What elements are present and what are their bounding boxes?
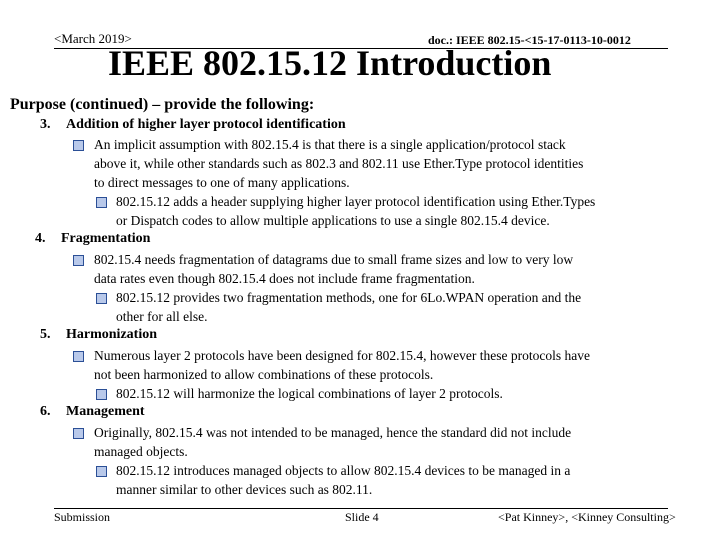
bullet-line: Numerous layer 2 protocols have been designed for 802.15.4, however these protocols have bbox=[94, 348, 590, 363]
section-heading: Fragmentation bbox=[61, 231, 151, 246]
bullet-line: 802.15.12 introduces managed objects to allow 802.15.4 devices to be managed in a bbox=[116, 463, 571, 478]
checkbox-bullet-icon bbox=[96, 466, 107, 477]
bullet-line: An implicit assumption with 802.15.4 is that there is a single application/protocol stack bbox=[94, 137, 566, 152]
checkbox-bullet-icon bbox=[96, 293, 107, 304]
bullet-line: above it, while other standards such as 802.3 and 802.11 use Ether.Type protocol identities bbox=[94, 156, 584, 171]
checkbox-bullet-icon bbox=[73, 351, 84, 362]
bullet-line: Originally, 802.15.4 was not intended to be managed, hence the standard did not include bbox=[94, 425, 572, 440]
slide-subtitle: Purpose (continued) – provide the following: bbox=[10, 96, 315, 113]
section-6 bbox=[40, 404, 145, 420]
checkbox-bullet-icon bbox=[96, 389, 107, 400]
footer-submission: Submission bbox=[54, 510, 111, 524]
section-heading: Harmonization bbox=[66, 327, 157, 342]
bullet-line: other for all else. bbox=[116, 309, 208, 324]
footer-author: <Pat Kinney>, <Kinney Consulting> bbox=[498, 510, 676, 524]
section-number: 3. bbox=[40, 117, 51, 132]
bullet-line: 802.15.12 adds a header supplying higher layer protocol identification using Ether.Types bbox=[116, 194, 596, 209]
section-heading: Management bbox=[66, 404, 145, 419]
bullet-line: 802.15.12 provides two fragmentation methods, one for 6Lo.WPAN operation and the bbox=[116, 290, 582, 305]
bullet-line: manner similar to other devices such as 802.11. bbox=[116, 482, 373, 497]
footer-slide-number: Slide 4 bbox=[345, 510, 379, 524]
checkbox-bullet-icon bbox=[96, 197, 107, 208]
section-4 bbox=[35, 231, 150, 247]
footer-divider bbox=[54, 508, 668, 509]
bullet-line: 802.15.12 will harmonize the logical combinations of layer 2 protocols. bbox=[116, 386, 503, 401]
checkbox-bullet-icon bbox=[73, 140, 84, 151]
bullet-line: 802.15.4 needs fragmentation of datagrams due to small frame sizes and low to very low bbox=[94, 252, 574, 267]
bullet-line: data rates even though 802.15.4 does not include frame fragmentation. bbox=[94, 271, 475, 286]
checkbox-bullet-icon bbox=[73, 428, 84, 439]
section-number: 6. bbox=[40, 404, 51, 419]
header-date: <March 2019> bbox=[54, 31, 132, 46]
section-number: 4. bbox=[35, 231, 46, 246]
bullet-line: to direct messages to one of many applications. bbox=[94, 175, 350, 190]
slide-title: IEEE 802.15.12 Introduction bbox=[108, 43, 552, 83]
bullet-line: managed objects. bbox=[94, 444, 188, 459]
section-heading: Addition of higher layer protocol identification bbox=[66, 117, 346, 132]
section-number: 5. bbox=[40, 327, 51, 342]
section-3 bbox=[40, 117, 346, 133]
checkbox-bullet-icon bbox=[73, 255, 84, 266]
header-doc-id: doc.: IEEE 802.15-<15-17-0113-10-0012 bbox=[428, 33, 631, 47]
bullet-line: or Dispatch codes to allow multiple applications to use a single 802.15.4 device. bbox=[116, 213, 550, 228]
bullet-line: not been harmonized to allow combinations of these protocols. bbox=[94, 367, 434, 382]
section-5 bbox=[40, 327, 157, 343]
